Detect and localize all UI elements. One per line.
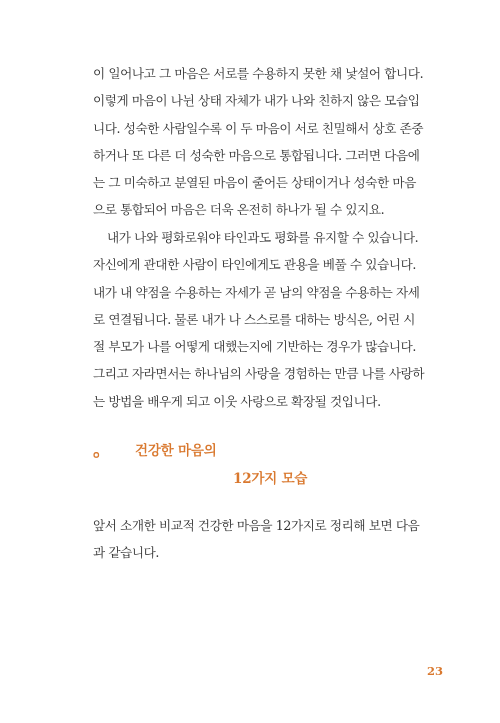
text-line: 절 부모가 나를 어떻게 대했는지에 기반하는 경우가 많습니다. <box>93 339 416 355</box>
paragraph-3 <box>93 512 433 567</box>
text-line: 내가 내 약점을 수용하는 자세가 곧 남의 약점을 수용하는 자세 <box>93 284 420 300</box>
paragraph-2 <box>93 224 433 415</box>
text-line: 으로 통합되어 마음은 더욱 온전히 하나가 될 수 있지요. <box>93 202 385 218</box>
text-line: 하거나 또 다른 더 성숙한 마음으로 통합됩니다. 그러면 다음에 <box>93 147 420 163</box>
heading-line-2: 12가지 모습 <box>233 471 308 487</box>
text-line: 는 그 미숙하고 분열된 마음이 줄어든 상태이거나 성숙한 마음 <box>93 175 416 191</box>
text-line: 내가 나와 평화로워야 타인과도 평화를 유지할 수 있습니다. <box>107 230 419 245</box>
heading-line-1: 건강한 마음의 <box>135 443 217 459</box>
text-line: 는 방법을 배우게 되고 이웃 사랑으로 확장될 것입니다. <box>93 393 381 409</box>
heading-bullet-icon: 。 <box>93 440 111 461</box>
text-line: 그리고 자라면서는 하나님의 사랑을 경험하는 만큼 나를 사랑하 <box>93 366 425 382</box>
text-line: 니다. 성숙한 사람일수록 이 두 마음이 서로 친밀해서 상호 존중 <box>93 120 424 136</box>
text-line: 이 일어나고 그 마음은 서로를 수용하지 못한 채 낯설어 합니다. <box>93 66 424 81</box>
text-line: 자신에게 관대한 사람이 타인에게도 관용을 베풀 수 있습니다. <box>93 257 416 273</box>
page-number: 23 <box>426 664 443 678</box>
text-line: 앞서 소개한 비교적 건강한 마음을 12가지로 정리해 보면 다음 <box>93 518 420 533</box>
text-line: 이렇게 마음이 나뉜 상태 자체가 내가 나와 친하지 않은 모습입 <box>93 93 420 109</box>
text-line: 로 연결됩니다. 물론 내가 나 스스로를 대하는 방식은, 어린 시 <box>93 311 416 327</box>
text-line: 과 같습니다. <box>93 545 160 561</box>
paragraph-1 <box>93 60 433 224</box>
